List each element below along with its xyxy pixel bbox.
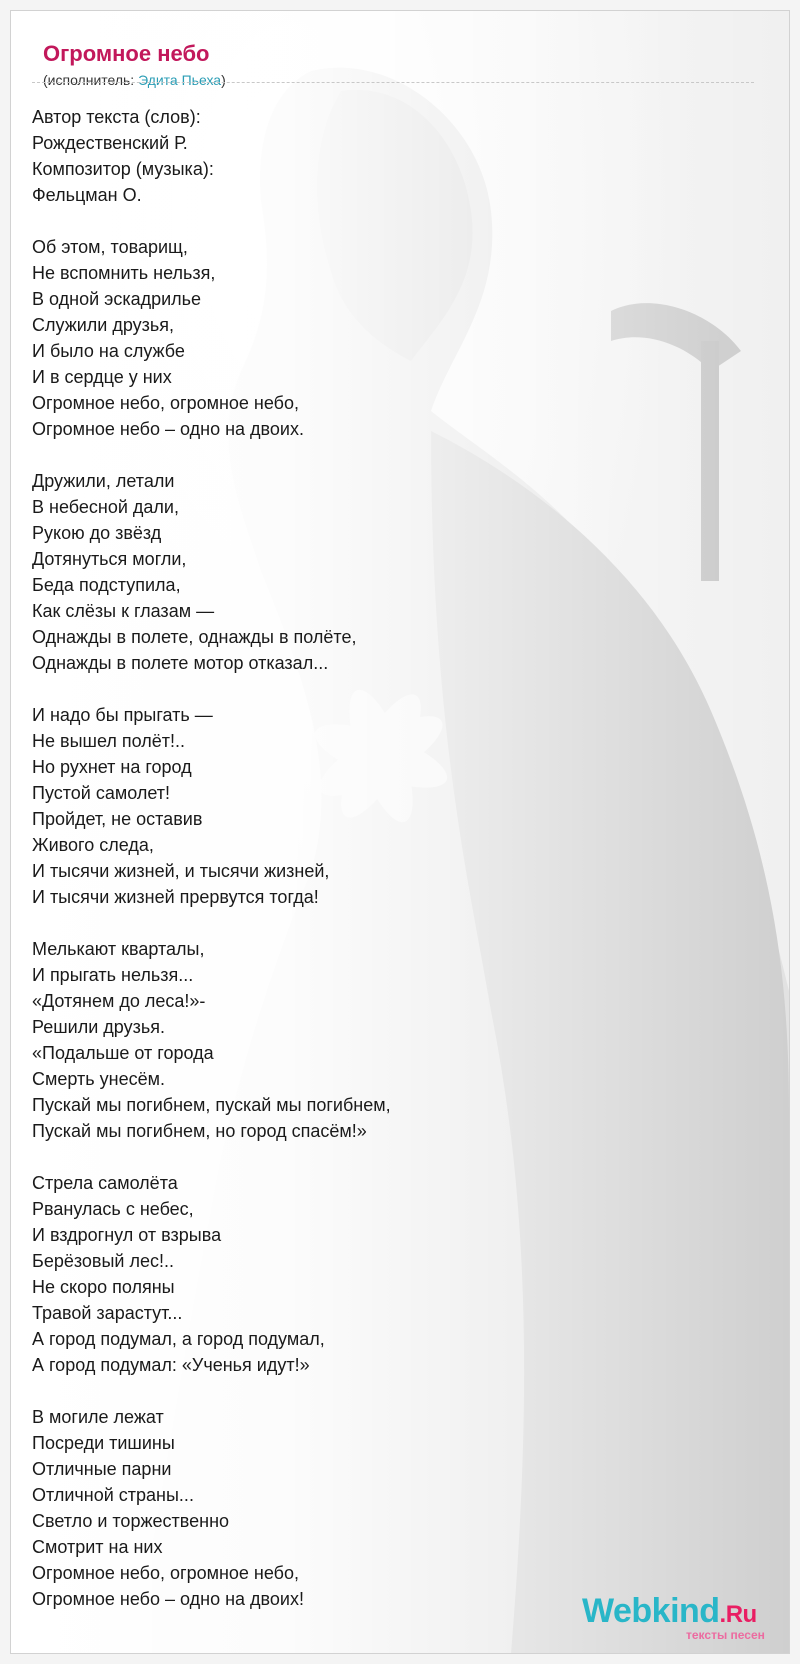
lyric-line: Решили друзья. xyxy=(32,1017,165,1037)
logo-tagline: тексты песен xyxy=(686,1628,765,1642)
lyric-line: В небесной дали, xyxy=(32,497,179,517)
lyrics-body xyxy=(32,104,732,1638)
verses xyxy=(32,234,732,1612)
credit-line: Рождественский Р. xyxy=(32,133,188,153)
credit-line: Композитор (музыка): xyxy=(32,159,214,179)
lyric-line: Об этом, товарищ, xyxy=(32,237,188,257)
lyric-line: А город подумал, а город подумал, xyxy=(32,1329,325,1349)
lyric-line: Пускай мы погибнем, но город спасём!» xyxy=(32,1121,367,1141)
lyric-line: Пройдет, не оставив xyxy=(32,809,203,829)
lyric-line: В одной эскадрилье xyxy=(32,289,202,309)
lyric-line: И было на службе xyxy=(32,341,185,361)
lyric-line: Берёзовый лес!.. xyxy=(32,1251,174,1271)
lyric-line: Рванулась с небес, xyxy=(32,1199,194,1219)
lyric-line: Огромное небо – одно на двоих! xyxy=(32,1589,304,1609)
logo-name: Webkind xyxy=(582,1592,720,1630)
logo-wordmark xyxy=(582,1592,757,1631)
lyric-line: Дотянуться могли, xyxy=(32,549,187,569)
lyric-line: Мелькают кварталы, xyxy=(32,939,205,959)
lyric-line: Светло и торжественно xyxy=(32,1511,230,1531)
verse-block xyxy=(32,936,732,1144)
verse-block xyxy=(32,468,732,676)
lyric-line: Не вспомнить нельзя, xyxy=(32,263,216,283)
logo-tld: .Ru xyxy=(719,1601,757,1628)
header-divider xyxy=(32,82,754,83)
lyric-line: «Дотянем до леса!»- xyxy=(32,991,206,1011)
song-title: Огромное небо xyxy=(43,41,210,66)
verse-block xyxy=(32,1170,732,1378)
lyric-line: Однажды в полете мотор отказал... xyxy=(32,653,329,673)
lyric-line: А город подумал: «Ученья идут!» xyxy=(32,1355,310,1375)
lyric-line: И в сердце у них xyxy=(32,367,172,387)
lyric-line: Как слёзы к глазам — xyxy=(32,601,215,621)
lyric-line: И тысячи жизней, и тысячи жизней, xyxy=(32,861,330,881)
lyric-line: Смотрит на них xyxy=(32,1537,163,1557)
lyric-line: Однажды в полете, однажды в полёте, xyxy=(32,627,357,647)
verse-block xyxy=(32,234,732,442)
lyric-line: Не скоро поляны xyxy=(32,1277,175,1297)
lyric-line: И вздрогнул от взрыва xyxy=(32,1225,222,1245)
lyric-line: Пускай мы погибнем, пускай мы погибнем, xyxy=(32,1095,391,1115)
lyric-line: И прыгать нельзя... xyxy=(32,965,194,985)
lyric-line: Но рухнет на город xyxy=(32,757,192,777)
verse-block xyxy=(32,702,732,910)
artist-link[interactable]: Эдита Пьеха xyxy=(138,72,222,88)
performer-prefix: (исполнитель: xyxy=(43,72,139,88)
performer-line xyxy=(43,71,763,89)
lyric-line: Беда подступила, xyxy=(32,575,181,595)
lyric-line: Травой зарастут... xyxy=(32,1303,183,1323)
lyric-line: Дружили, летали xyxy=(32,471,175,491)
lyric-line: Огромное небо, огромное небо, xyxy=(32,1563,300,1583)
lyric-line: И тысячи жизней прервутся тогда! xyxy=(32,887,319,907)
verse-block xyxy=(32,1404,732,1612)
lyric-line: Посреди тишины xyxy=(32,1433,175,1453)
lyric-line: Стрела самолёта xyxy=(32,1173,178,1193)
credit-line: Фельцман О. xyxy=(32,185,142,205)
lyric-line: В могиле лежат xyxy=(32,1407,164,1427)
lyric-line: Служили друзья, xyxy=(32,315,175,335)
lyric-line: Огромное небо, огромное небо, xyxy=(32,393,300,413)
lyric-line: Смерть унесём. xyxy=(32,1069,165,1089)
lyric-line: Отличной страны... xyxy=(32,1485,194,1505)
lyric-line: Огромное небо – одно на двоих. xyxy=(32,419,304,439)
lyric-line: И надо бы прыгать — xyxy=(32,705,213,725)
credits-block xyxy=(32,104,732,208)
site-logo[interactable] xyxy=(572,1592,772,1640)
lyric-line: Живого следа, xyxy=(32,835,154,855)
lyric-line: Пустой самолет! xyxy=(32,783,171,803)
credit-line: Автор текста (слов): xyxy=(32,107,201,127)
performer-suffix: ) xyxy=(221,72,226,88)
lyric-line: Рукою до звёзд xyxy=(32,523,162,543)
lyric-line: «Подальше от города xyxy=(32,1043,214,1063)
lyric-line: Отличные парни xyxy=(32,1459,172,1479)
lyric-line: Не вышел полёт!.. xyxy=(32,731,185,751)
